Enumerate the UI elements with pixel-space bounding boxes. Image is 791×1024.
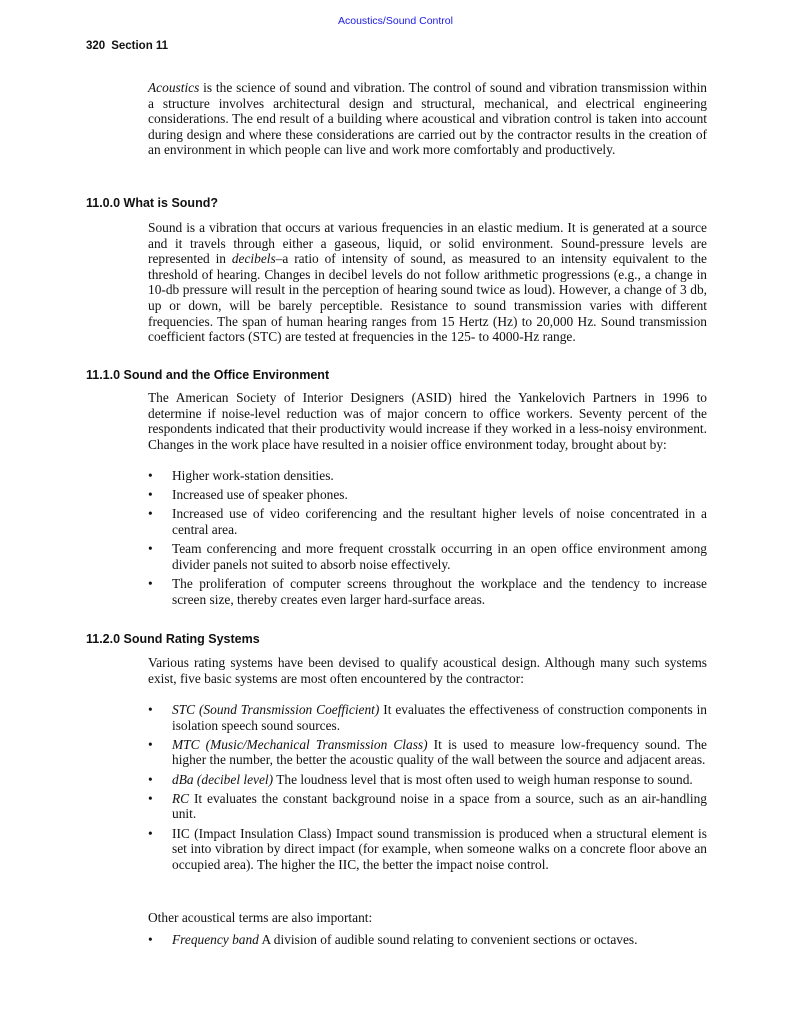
list-item-text: The proliferation of computer screens throughout the workplace and the tendency to increase screen size, thereby creates even larger hard-surface areas.: [172, 575, 707, 607]
list-item: [148, 737, 707, 768]
rating-term: dBa (decibel level): [172, 771, 274, 787]
list-item: [148, 576, 707, 607]
bullet-glyph: •: [148, 468, 153, 483]
list-item-text: Higher work-station densities.: [172, 468, 334, 483]
term-name: Frequency band: [172, 932, 259, 947]
list-item: [148, 772, 707, 788]
list-item: [148, 506, 707, 537]
section-label: Section 11: [111, 40, 169, 52]
bullet-glyph: •: [148, 702, 153, 717]
section-heading-office-environment: 11.1.0 Sound and the Office Environment: [86, 368, 330, 382]
bullet-glyph: •: [148, 575, 153, 591]
list-item: [148, 932, 707, 948]
bullet-glyph: •: [148, 541, 153, 557]
bullet-glyph: •: [148, 506, 153, 522]
bullet-glyph: •: [148, 736, 153, 752]
rating-systems-list: [148, 702, 707, 876]
list-item: [148, 487, 707, 503]
rating-description: IIC (Impact Insulation Class) Impact sound transmission is produced when a structural element is set into vibration by direct impact (for example, when someone walks on a concrete floor above an occupied area). The higher the IIC, the better the impact noise control.: [172, 825, 707, 872]
list-item: [148, 791, 707, 822]
what-is-sound-text-b: –a ratio of intensity of sound, as measured to an intensity equivalent to the threshold of hearing. Changes in decibel levels do not follow arithmetic progressions (e.g., a change in 10-db pressure will result in the perception of hearing sound twice as loud). However, a change of 3 db, up or down, will be barely perceptible. Resistance to sound transmission varies with different frequencies. The span of human hearing ranges from 15 Hertz (Hz) to 20,000 Hz. Sound transmission coefficient factors (STC) are tested at frequencies in the 125- to 4000-Hz range.: [148, 251, 707, 345]
decibels-term: decibels: [231, 251, 276, 267]
other-terms-lead: Other acoustical terms are also important:: [148, 910, 373, 925]
page-folio: [86, 40, 168, 52]
bullet-glyph: •: [148, 790, 153, 806]
office-environment-paragraph: The American Society of Interior Designers (ASID) hired the Yankelovich Partners in 1996 to determine if noise-level reduction was of major concern to office workers. Seventy percent of the respondents indicated that their productivity would increase if they worked in a less-noisy environment. Changes in the work place have resulted in a noisier office environment today, brought about by:: [148, 390, 707, 452]
other-terms-list: [148, 932, 707, 951]
rating-description: It evaluates the effectiveness of construction components in isolation speech sound sources.: [172, 702, 707, 733]
section-heading-sound-rating-systems: 11.2.0 Sound Rating Systems: [86, 632, 260, 646]
list-item: [148, 826, 707, 873]
list-item-text: Increased use of speaker phones.: [172, 487, 348, 503]
what-is-sound-paragraph: [148, 220, 707, 345]
rating-description: The loudness level that is most often used to weigh human response to sound.: [273, 771, 693, 787]
section-heading-what-is-sound: 11.0.0 What is Sound?: [86, 196, 218, 210]
list-item: [148, 541, 707, 572]
bullet-glyph: •: [148, 487, 153, 503]
intro-paragraph: [148, 80, 707, 158]
list-item: [148, 702, 707, 733]
list-item-text: Increased use of video coriferencing and the resultant higher levels of noise concentrated in a central area.: [172, 506, 707, 537]
intro-term: Acoustics: [148, 80, 200, 95]
office-noise-causes-list: [148, 468, 707, 611]
sound-rating-paragraph: Various rating systems have been devised to qualify acoustical design. Although many such systems exist, five basic systems are most often encountered by the contractor:: [148, 655, 707, 686]
rating-term: RC: [172, 790, 190, 806]
what-is-sound-text-a: Sound is a vibration that occurs at various frequencies in an elastic medium. It is generated at a source and it travels through either a gaseous, liquid, or solid environment. Sound-pressure levels are represented in: [148, 220, 707, 267]
list-item: [148, 468, 707, 484]
page-number: 320: [86, 40, 106, 52]
rating-description: It is used to measure low-frequency sound. The higher the number, the better the acoustic quality of the wall between the source and adjacent areas.: [172, 736, 707, 768]
rating-term: STC (Sound Transmission Coefficient): [172, 702, 380, 717]
rating-description: It evaluates the constant background noise in a space from a source, such as an air-handling unit.: [172, 790, 707, 822]
bullet-glyph: •: [148, 932, 153, 947]
rating-term: MTC (Music/Mechanical Transmission Class): [172, 736, 428, 752]
bullet-glyph: •: [148, 825, 153, 841]
term-definition: A division of audible sound relating to convenient sections or octaves.: [258, 932, 638, 947]
list-item-text: Team conferencing and more frequent crosstalk occurring in an open office environment among divider panels not suited to absorb noise effectively.: [172, 541, 707, 572]
intro-text: is the science of sound and vibration. The control of sound and vibration transmission within a structure involves architectural design and structural, mechanical, and electrical engineering considerations. The end result of a building where acoustical and vibration control is taken into account during design and where these considerations are carried out by the contractor results in the creation of an environment in which people can live and work more comfortably and productively.: [148, 80, 707, 158]
running-head: Acoustics/Sound Control: [338, 15, 453, 27]
bullet-glyph: •: [148, 771, 153, 787]
